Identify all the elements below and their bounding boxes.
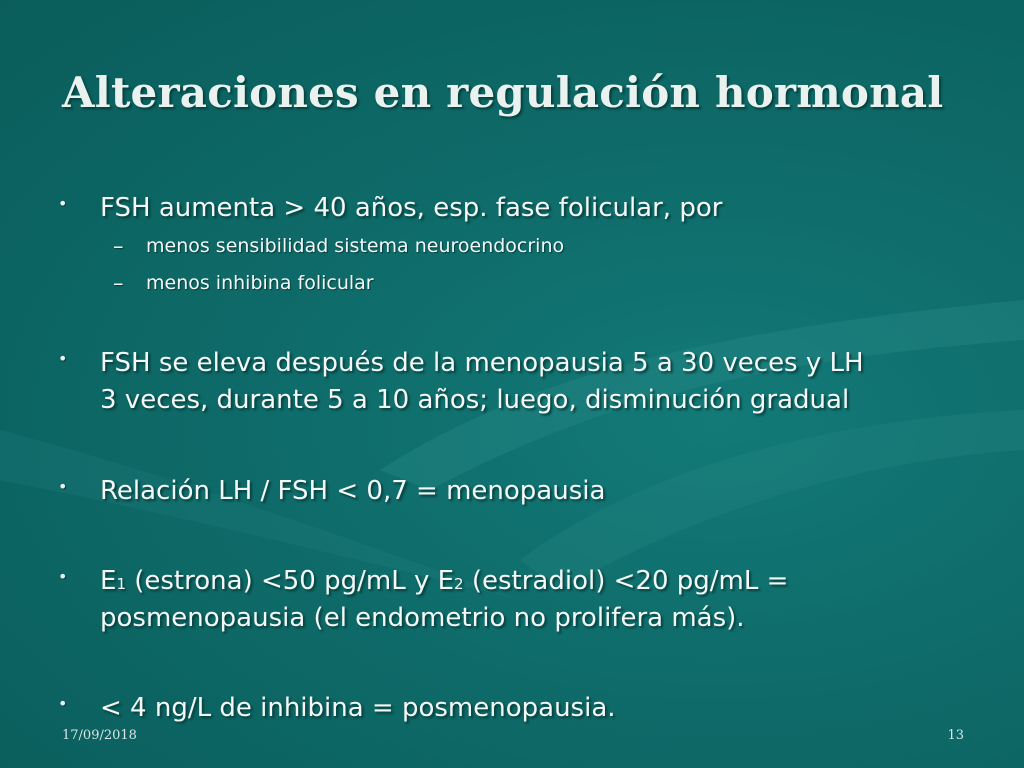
- footer-date: 17/09/2018: [62, 728, 137, 743]
- sub-item-text: menos inhibina folicular: [146, 272, 374, 294]
- bullet-text: Relación LH / FSH < 0,7 = menopausia: [100, 476, 606, 506]
- estrone-symbol: E: [100, 566, 117, 596]
- bullet-text-line2: 3 veces, durante 5 a 10 años; luego, disminución gradual: [100, 385, 850, 415]
- bullet-icon: •: [58, 194, 68, 213]
- bullet-text-line1: FSH se eleva después de la menopausia 5 a 30 veces y LH: [100, 348, 864, 378]
- slide-number: 13: [947, 728, 964, 743]
- bullet-text-line2: posmenopausia (el endometrio no prolifera más).: [100, 603, 745, 633]
- sub-item-text: menos sensibilidad sistema neuroendocrino: [146, 235, 565, 257]
- estradiol-subscript: 2: [454, 575, 464, 593]
- dash-icon: –: [113, 271, 124, 295]
- bullet-text: < 4 ng/L de inhibina = posmenopausia.: [100, 693, 616, 723]
- estrone-text: (estrona) <50 pg/mL y E: [125, 566, 455, 596]
- bullet-icon: •: [58, 567, 68, 586]
- bullet-icon: •: [58, 349, 68, 368]
- bullet-text: FSH aumenta > 40 años, esp. fase folicular, por: [100, 193, 723, 223]
- bullet-icon: •: [58, 694, 68, 713]
- estrone-subscript: 1: [116, 575, 126, 593]
- dash-icon: –: [113, 234, 124, 258]
- bullet-text-line1: [100, 563, 980, 603]
- slide-title: Alteraciones en regulación hormonal: [62, 68, 944, 117]
- bullet-icon: •: [58, 477, 68, 496]
- estradiol-text: (estradiol) <20 pg/mL =: [463, 566, 789, 596]
